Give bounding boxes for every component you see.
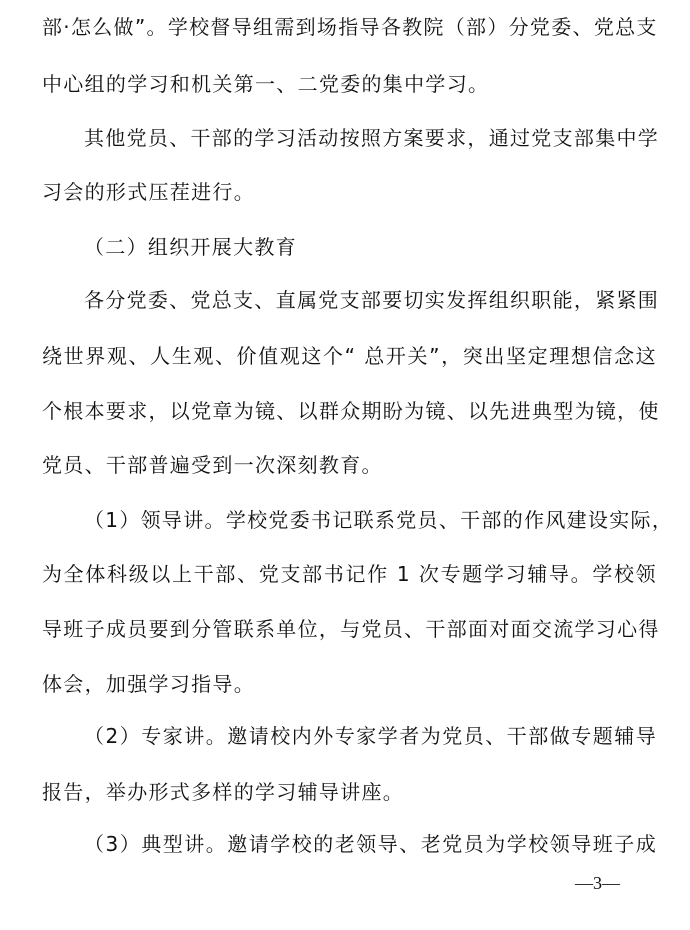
paragraph-line: （2）专家讲。邀请校内外专家学者为党员、干部做专题辅导 xyxy=(84,724,657,748)
paragraph-line: 为全体科级以上干部、党支部书记作 1 次专题学习辅导。学校领 xyxy=(42,562,657,586)
paragraph-line: 党员、干部普遍受到一次深刻教育。 xyxy=(42,453,383,477)
paragraph-line: 个根本要求，以党章为镜、以群众期盼为镜、以先进典型为镜，使 xyxy=(42,399,660,423)
paragraph-line: 习会的形式压茬进行。 xyxy=(42,180,255,204)
page-number: —3— xyxy=(575,873,620,893)
section-heading: （二）组织开展大教育 xyxy=(84,235,297,259)
paragraph-line: （3）典型讲。邀请学校的老领导、老党员为学校领导班子成 xyxy=(84,832,657,856)
paragraph-line: 中心组的学习和机关第一、二党委的集中学习。 xyxy=(42,72,490,96)
paragraph-line: 导班子成员要到分管联系单位，与党员、干部面对面交流学习心得 xyxy=(42,617,660,641)
paragraph-line: 部·怎么做”。学校督导组需到场指导各教院（部）分党委、党总支 xyxy=(42,15,658,39)
paragraph-line: 绕世界观、人生观、价值观这个“ 总开关”，突出坚定理想信念这 xyxy=(42,344,657,368)
paragraph-line: 其他党员、干部的学习活动按照方案要求，通过党支部集中学 xyxy=(84,126,660,150)
paragraph-line: 报告，举办形式多样的学习辅导讲座。 xyxy=(42,780,405,804)
paragraph-line: 体会，加强学习指导。 xyxy=(42,672,255,696)
paragraph-line: （1）领导讲。学校党委书记联系党员、干部的作风建设实际， xyxy=(84,508,674,532)
paragraph-line: 各分党委、党总支、直属党支部要切实发挥组织职能，紧紧围 xyxy=(84,288,660,312)
